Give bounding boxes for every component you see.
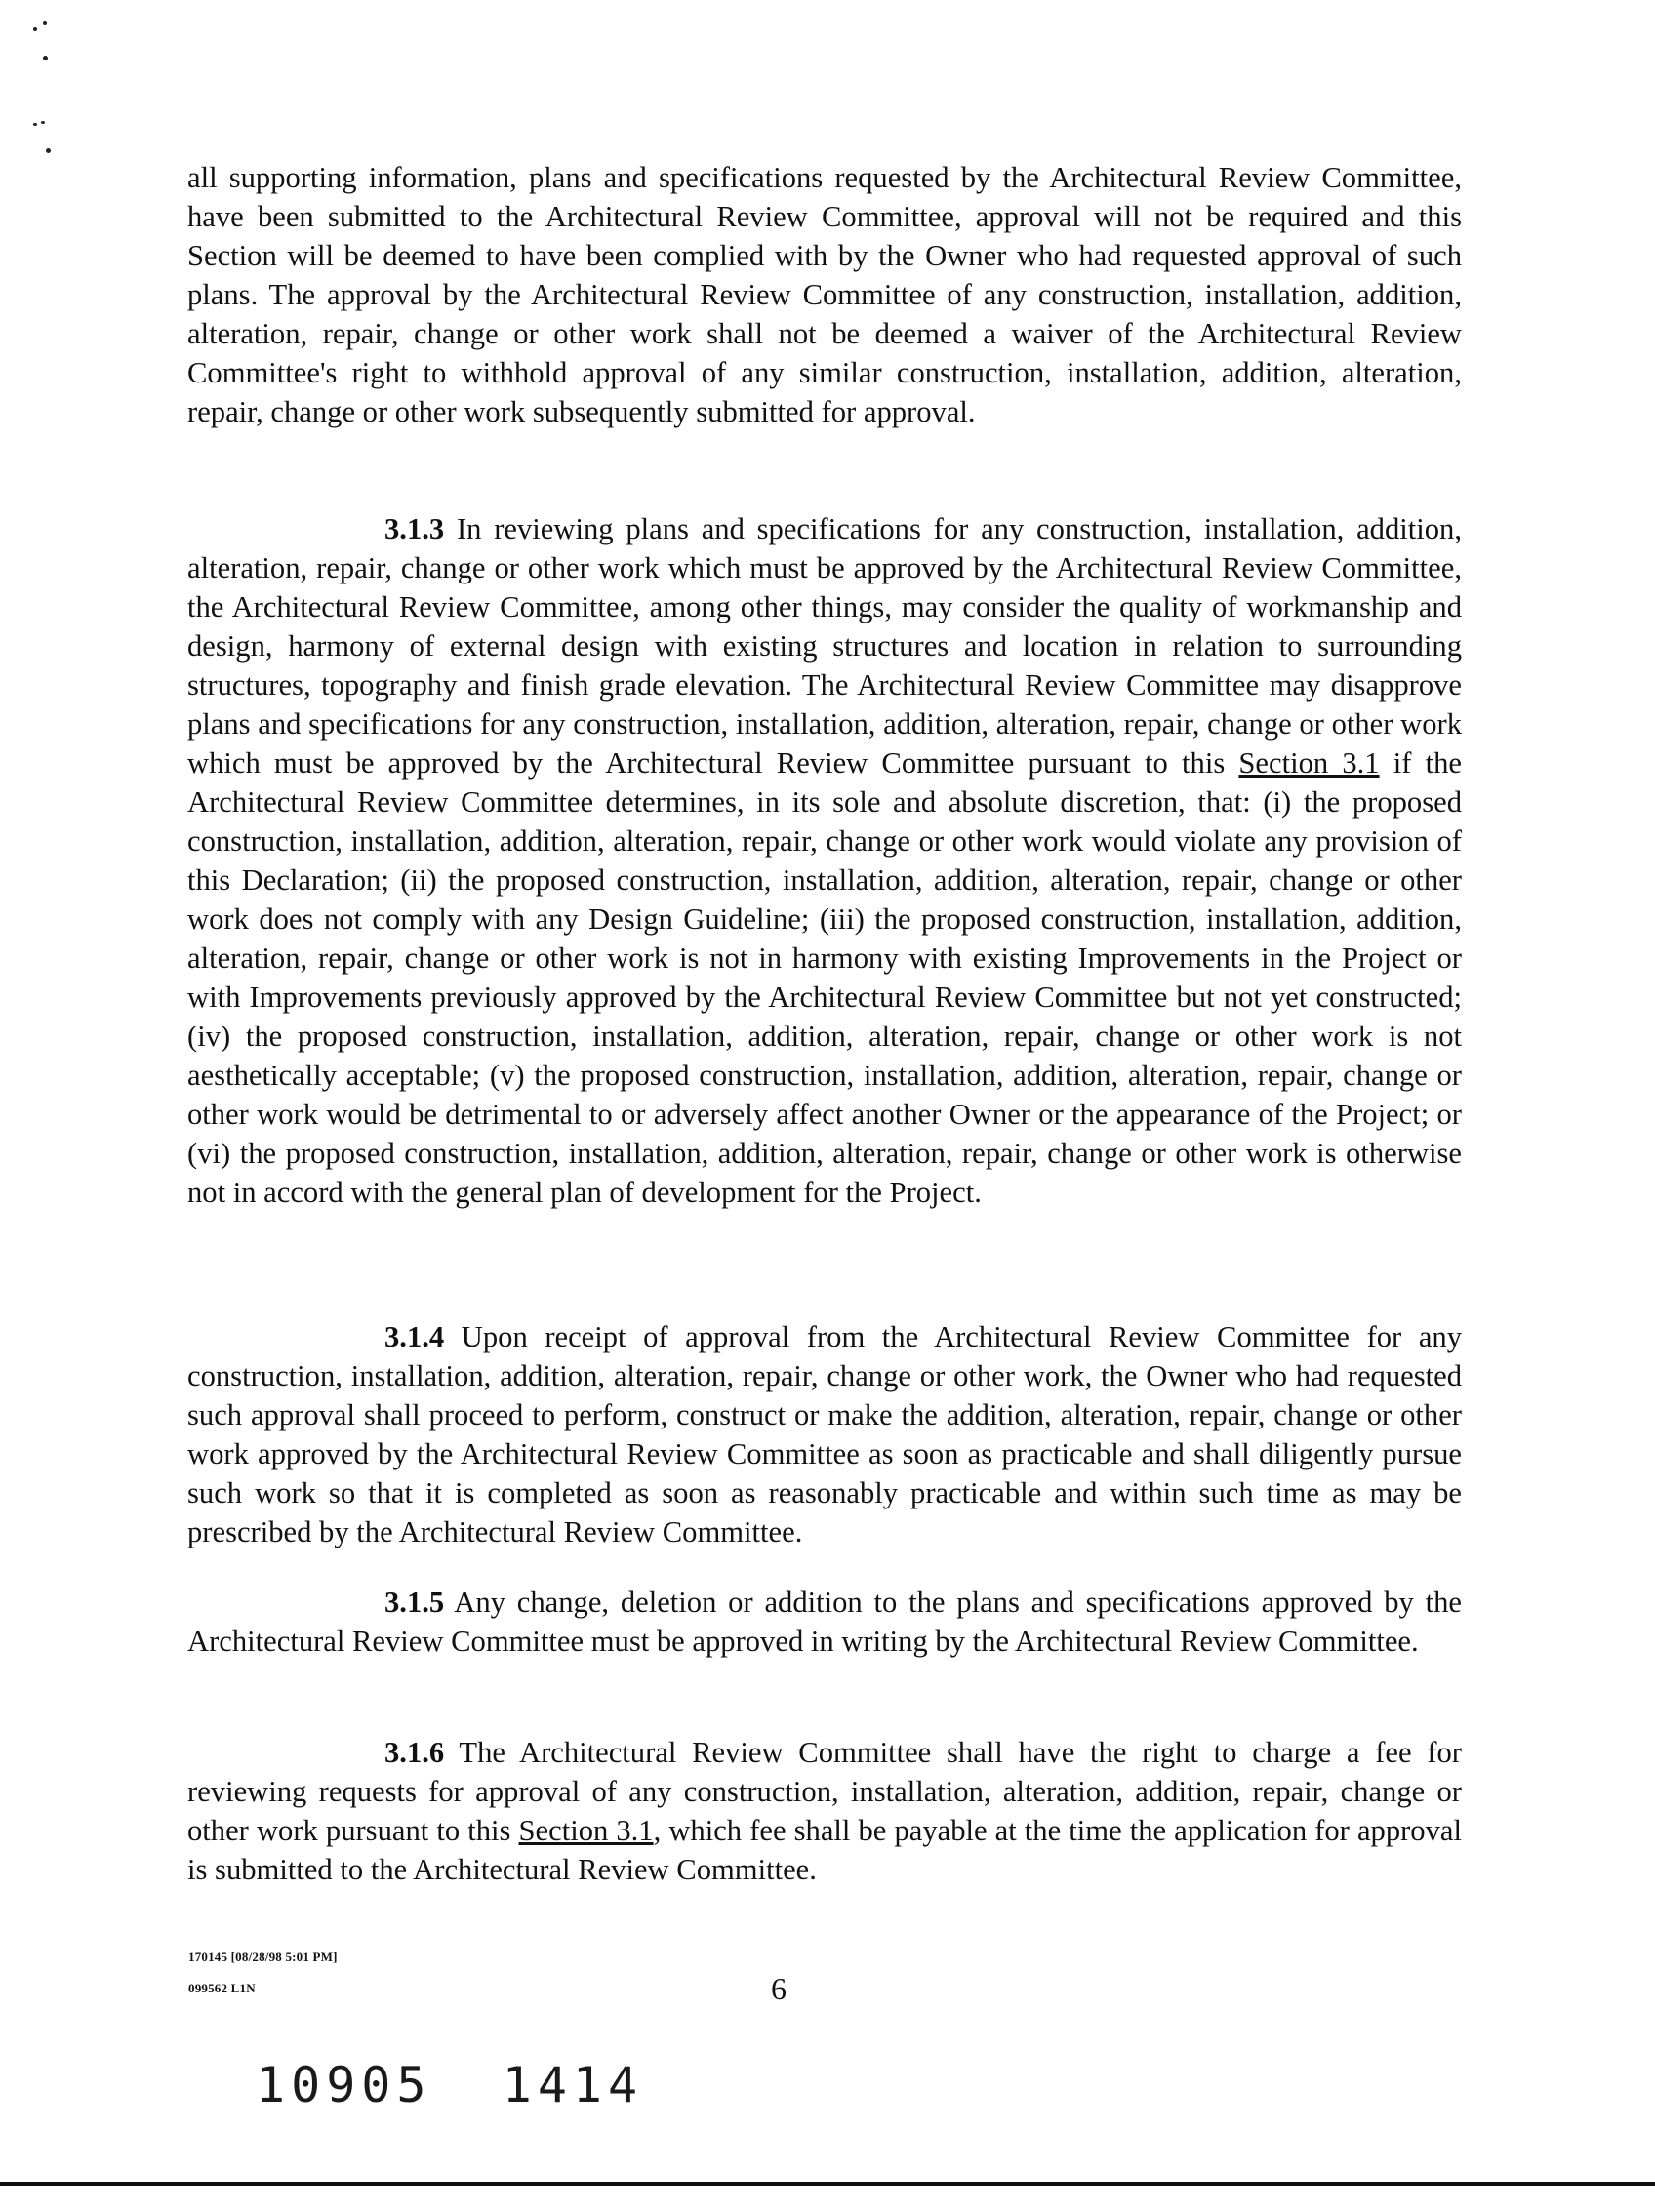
section-number: 3.1.6 (384, 1736, 445, 1769)
paragraph-text: The Architectural Review Committee shall have the right to charge a fee for reviewing requests for approval of any construction, installation, alteration, addition, repair, change or other work pursuant to this (187, 1736, 1462, 1847)
paragraph-3-1-3 (187, 509, 1462, 1212)
scan-speck (43, 21, 47, 25)
paragraph-3-1-5 (187, 1583, 1462, 1661)
section-reference: Section 3.1 (518, 1814, 654, 1847)
footer-file-code: 099562 L1N (188, 1981, 256, 1995)
page-number: 6 (771, 1971, 787, 2006)
section-number: 3.1.3 (384, 512, 445, 545)
paragraph-text: Upon receipt of approval from the Architectural Review Committee for any construction, installation, addition, alteration, repair, change or other work, the Owner who had requested such approval shall proceed to perform, construct or make the addition, alteration, repair, change or other work approved by the Architectural Review Committee as soon as practicable and shall diligently pursue such work so that it is completed as soon as reasonably practicable and within such time as may be prescribed by the Architectural Review Committee. (187, 1320, 1462, 1548)
section-number: 3.1.4 (384, 1320, 445, 1353)
scan-speck (33, 27, 37, 31)
recording-stamp: 10905 1414 (256, 2057, 644, 2113)
paragraph-3-1-4 (187, 1317, 1462, 1551)
footer-doc-id: 170145 [08/28/98 5:01 PM] (188, 1950, 338, 1964)
section-number: 3.1.5 (384, 1586, 445, 1619)
paragraph-continued (187, 158, 1462, 431)
paragraph-text: , which fee shall be payable at the time the application for approval is submitted to the Architectural Review Committee. (187, 1814, 1462, 1886)
scan-speck (43, 56, 48, 60)
scan-speck (41, 121, 45, 124)
bottom-rule (0, 2182, 1655, 2186)
section-reference: Section 3.1 (1238, 746, 1380, 780)
paragraph-text: Any change, deletion or addition to the plans and specifications approved by the Architectural Review Committee must be approved in writing by the Architectural Review Committee. (187, 1586, 1462, 1658)
scan-speck (33, 123, 37, 126)
paragraph-text: In reviewing plans and specifications for any construction, installation, addition, alteration, repair, change or other work which must be approved by the Architectural Review Committee, the Architectural Review Committee, among other things, may consider the quality of workmanship and design, harmony of external design with existing structures and location in relation to surrounding structures, topography and finish grade elevation. The Architectural Review Committee may disapprove plans and specifications for any construction, installation, addition, alteration, repair, change or other work which must be approved by the Architectural Review Committee pursuant to this (187, 512, 1462, 780)
scan-speck (46, 148, 51, 153)
paragraph-text: all supporting information, plans and specifications requested by the Architectural Review Committee, have been submitted to the Architectural Review Committee, approval will not be required and this Section will be deemed to have been complied with by the Owner who had requested approval of such plans. The approval by the Architectural Review Committee of any construction, installation, addition, alteration, repair, change or other work shall not be deemed a waiver of the Architectural Review Committee's right to withhold approval of any similar construction, installation, addition, alteration, repair, change or other work subsequently submitted for approval. (187, 161, 1462, 428)
paragraph-text: if the Architectural Review Committee determines, in its sole and absolute discretion, that: (i) the proposed construction, installation, addition, alteration, repair, change or other work would violate any provision of this Declaration; (ii) the proposed construction, installation, addition, alteration, repair, change or other work does not comply with any Design Guideline; (iii) the proposed construction, installation, addition, alteration, repair, change or other work is not in harmony with existing Improvements in the Project or with Improvements previously approved by the Architectural Review Committee but not yet constructed; (iv) the proposed construction, installation, addition, alteration, repair, change or other work is not aesthetically acceptable; (v) the proposed construction, installation, addition, alteration, repair, change or other work would be detrimental to or adversely affect another Owner or the appearance of the Project; or (vi) the proposed construction, installation, addition, alteration, repair, change or other work is otherwise not in accord with the general plan of development for the Project. (187, 746, 1462, 1209)
paragraph-3-1-6 (187, 1733, 1462, 1889)
